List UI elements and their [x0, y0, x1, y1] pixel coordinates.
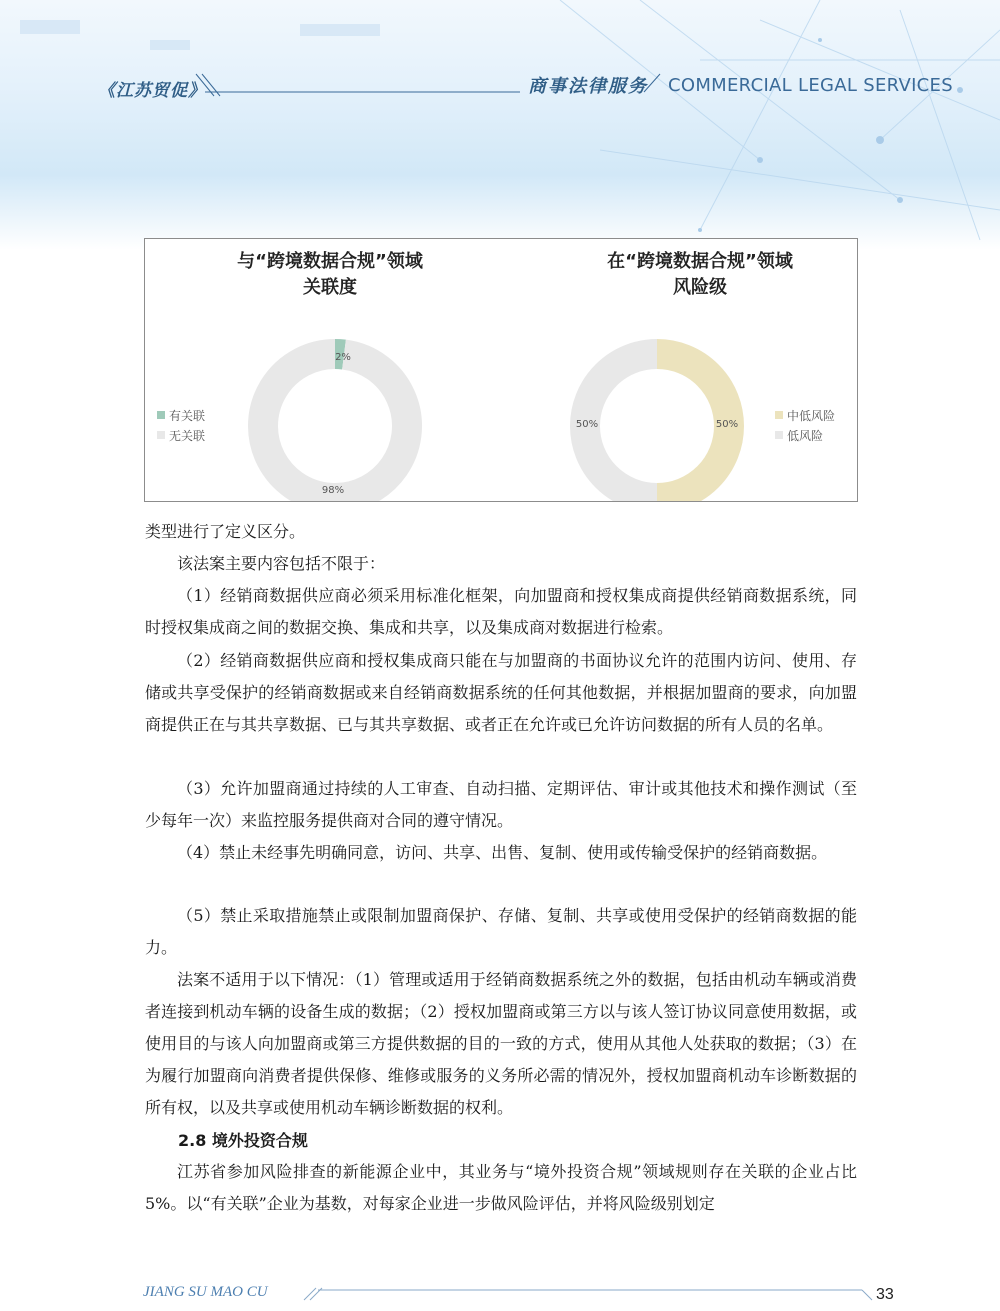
data-label: 2%: [335, 352, 351, 363]
legend-label: 无关联: [169, 428, 206, 443]
magazine-title: 《江苏贸促》: [98, 81, 206, 101]
header-banner: [0, 0, 1000, 250]
donut-charts: [145, 239, 857, 501]
legend-label: 中低风险: [787, 408, 836, 423]
paragraph: 类型进行了定义区分。: [145, 522, 306, 541]
paragraph: （2）经销商数据供应商和授权集成商只能在与加盟商的书面协议允许的范围内访问、使用、存储或共享受保护的经销商数据或来自经销商数据系统的任何其他数据，并根据加盟商的要求，向加盟商提供正在与其共享数据、已与其共享数据、或者正在允许或已允许访问数据的所有人员的名单。: [145, 651, 857, 734]
section-title-cn: 商事法律服务: [528, 76, 648, 97]
chart-container: [144, 238, 858, 502]
section-heading: 2.8 境外投资合规: [178, 1131, 308, 1150]
section-title-en: COMMERCIAL LEGAL SERVICES: [668, 75, 953, 96]
legend-label: 有关联: [169, 408, 206, 423]
paragraph: 法案不适用于以下情况：（1）管理或适用于经销商数据系统之外的数据，包括由机动车辆或消费者连接到机动车辆的设备生成的数据；（2）授权加盟商或第三方以与该人签订协议同意使用数据，或使用目的与该人向加盟商或第三方提供数据的目的一致的方式，使用从其他人处获取的数据；（3）在为履行加盟商向消费者提供保修、维修或服务的义务所必需的情况外，授权加盟商机动车诊断数据的所有权，以及共享或使用机动车辆诊断数据的权利。: [145, 970, 857, 1117]
paragraph: 该法案主要内容包括不限于：: [177, 554, 386, 573]
chart2-title-line1: 在“跨境数据合规”领域: [607, 251, 793, 272]
paragraph: 江苏省参加风险排查的新能源企业中，其业务与“境外投资合规”领域规则存在关联的企业占比5%。以“有关联”企业为基数，对每家企业进一步做风险评估，并将风险级别划定: [145, 1162, 857, 1213]
chart1-title-line2: 关联度: [303, 277, 357, 298]
paragraph: （1）经销商数据供应商必须采用标准化框架，向加盟商和授权集成商提供经销商数据系统，同时授权集成商之间的数据交换、集成和共享，以及集成商对数据进行检索。: [145, 586, 857, 637]
chart2-title-line2: 风险级: [673, 277, 727, 298]
footer-magazine-name: JIANG SU MAO CU: [143, 1284, 268, 1300]
chart1-title-line1: 与“跨境数据合规”领域: [237, 251, 423, 272]
page-number: 33: [876, 1286, 894, 1303]
data-label: 50%: [575, 419, 599, 430]
legend-label: 低风险: [787, 428, 824, 443]
paragraph: （5）禁止采取措施禁止或限制加盟商保护、存储、复制、共享或使用受保护的经销商数据的能力。: [145, 906, 857, 957]
data-label: 98%: [321, 485, 345, 496]
donut-slice: [263, 354, 407, 498]
banner-decoration: [0, 0, 1000, 250]
paragraph: （3）允许加盟商通过持续的人工审查、自动扫描、定期评估、审计或其他技术和操作测试（至少每年一次）来监控服务提供商对合同的遵守情况。: [145, 779, 857, 830]
data-label: 50%: [715, 419, 739, 430]
paragraph: （4）禁止未经事先明确同意，访问、共享、出售、复制、使用或传输受保护的经销商数据。: [177, 843, 828, 862]
